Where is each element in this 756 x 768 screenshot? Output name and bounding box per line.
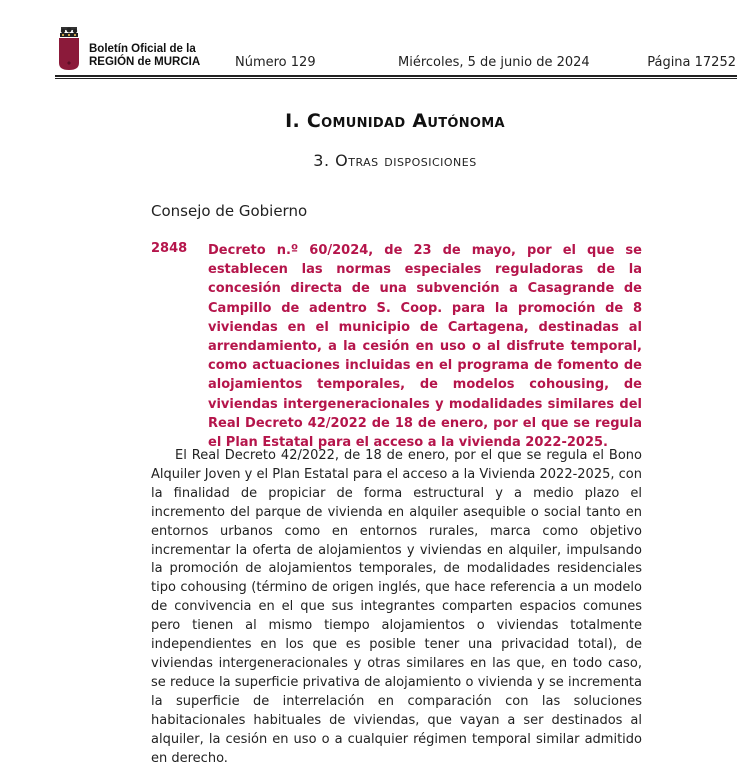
- header-double-rule: [55, 75, 737, 79]
- bulletin-brand: [89, 43, 200, 69]
- section-title: I. Comunidad Autónoma: [285, 110, 505, 132]
- body-paragraph: El Real Decreto 42/2022, de 18 de enero, por el que se regula el Bono Alquiler Joven y el Plan Estatal para el acceso a la Vivienda 2022-2025, con la finalidad de propiciar de forma estructural y a medio plazo el incremento del parque de vivienda en alquiler asequible o social tanto en entornos urbanos como en entornos rurales, marca como objetivo incrementar la oferta de alojamientos y viviendas en alquiler, impulsando la promoción de alojamientos temporales, de modalidades residenciales tipo cohousing (término de origen inglés, que hace referencia a un modelo de convivencia en el que sus integrantes comparten espacios comunes pero tienen al mismo tiempo alojamientos o viviendas totalmente independientes en los que es posible tener una privacidad total), de viviendas intergeneracionales y otras similares en las que, en todo caso, se reduce la superficie privativa de alojamiento o vivienda y se incrementa la superficie de interrelación en comparación con las soluciones habitacionales habituales de viviendas, que vayan a ser destinados al alquiler, la cesión en uso o a cualquier régimen temporal similar admitido en derecho.: [151, 448, 642, 766]
- entry-title: Decreto n.º 60/2024, de 23 de mayo, por el que se establecen las normas especiales reguladoras de la concesión directa de una subvención a Casagrande de Campillo de adentro S. Coop. para la promoción de 8 viviendas en el municipio de Cartagena, destinadas al arrendamiento, a la cesión en uso o al disfrute temporal, como actuaciones incluidas en el programa de fomento de alojamientos temporales, de modelos cohousing, de viviendas intergeneracionales y modalidades similares del Real Decreto 42/2022 de 18 de enero, por el que se regula el Plan Estatal para el acceso a la vivienda 2022-2025.: [208, 243, 642, 451]
- page-number: Página 17252: [647, 55, 736, 70]
- brand-line-2: REGIÓN de MURCIA: [89, 56, 201, 68]
- issue-number: Número 129: [235, 55, 316, 70]
- issue-date: Miércoles, 5 de junio de 2024: [398, 55, 590, 70]
- region-murcia-crest-icon: [57, 27, 81, 71]
- brand-line-1: Boletín Oficial de la: [89, 43, 196, 55]
- entry-number: 2848: [151, 241, 188, 256]
- issuing-organ: Consejo de Gobierno: [151, 202, 308, 220]
- subsection-title: 3. Otras disposiciones: [313, 151, 477, 170]
- page-header: [0, 0, 756, 84]
